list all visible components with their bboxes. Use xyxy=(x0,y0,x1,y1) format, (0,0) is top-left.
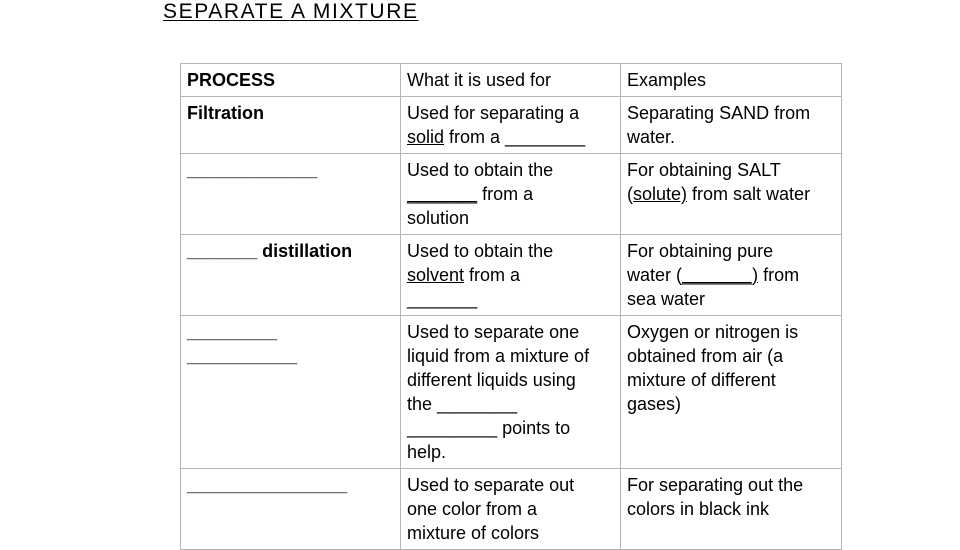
used-for-cell xyxy=(401,154,621,235)
cell-text-line: For obtaining pure xyxy=(627,241,774,261)
cell-text-line: ___________ xyxy=(187,346,298,366)
example-cell xyxy=(621,316,842,469)
cell-text-line: gases) xyxy=(627,394,682,414)
page-title: SEPARATE A MIXTURE xyxy=(163,0,419,23)
cell-text-line: Oxygen or nitrogen is xyxy=(627,322,799,342)
cell-text-line: Used to separate out xyxy=(407,475,575,495)
cell-text-line: obtained from air (a xyxy=(627,346,784,366)
process-cell xyxy=(181,316,401,469)
cell-text-line: one color from a xyxy=(407,499,538,519)
blank-underline: _______) xyxy=(682,265,759,285)
process-cell: ________________ xyxy=(181,469,401,550)
blank-underline: _______ xyxy=(407,184,478,204)
header-process: PROCESS xyxy=(181,64,401,97)
underlined-term: solvent xyxy=(407,265,465,285)
table-row xyxy=(181,469,842,550)
table-row xyxy=(181,316,842,469)
cell-text-fragment: from xyxy=(758,265,800,285)
cell-text-fragment: from a xyxy=(464,265,521,285)
cell-text-line: sea water xyxy=(627,289,706,309)
cell-text-line: For obtaining SALT xyxy=(627,160,781,180)
cell-text-fragment: from salt water xyxy=(687,184,811,204)
cell-text-line: water. xyxy=(627,127,676,147)
cell-text-line: Used to separate one xyxy=(407,322,580,342)
used-for-cell xyxy=(401,235,621,316)
cell-text-line: _______ xyxy=(407,289,478,309)
used-for-cell xyxy=(401,469,621,550)
process-cell: Filtration xyxy=(181,97,401,154)
example-cell xyxy=(621,235,842,316)
cell-text-line xyxy=(407,263,614,287)
cell-text-line xyxy=(407,125,614,149)
cell-text-line xyxy=(627,263,835,287)
table-header-row xyxy=(181,64,842,97)
used-for-cell xyxy=(401,316,621,469)
cell-text-line: Used to obtain the xyxy=(407,160,554,180)
separation-table xyxy=(180,63,842,550)
process-cell: _____________ xyxy=(181,154,401,235)
table-row xyxy=(181,235,842,316)
used-for-cell xyxy=(401,97,621,154)
cell-text-fragment: water ( xyxy=(627,265,683,285)
table-row xyxy=(181,154,842,235)
cell-text-line: _________ xyxy=(187,322,278,342)
cell-text-line: Used to obtain the xyxy=(407,241,554,261)
cell-text-line: liquid from a mixture of xyxy=(407,346,590,366)
cell-text-line: solution xyxy=(407,208,470,228)
cell-text-line: Used for separating a xyxy=(407,103,580,123)
example-cell xyxy=(621,154,842,235)
cell-text-fragment: ( xyxy=(627,184,633,204)
header-used-for: What it is used for xyxy=(401,64,621,97)
example-cell xyxy=(621,469,842,550)
cell-text-line: _________ points to xyxy=(407,418,571,438)
cell-text-line: different liquids using xyxy=(407,370,576,390)
cell-text-line xyxy=(407,182,614,206)
cell-text-line: colors in black ink xyxy=(627,499,770,519)
underlined-term: solid xyxy=(407,127,445,147)
cell-text-line xyxy=(627,182,835,206)
table-row xyxy=(181,97,842,154)
example-cell xyxy=(621,97,842,154)
header-examples: Examples xyxy=(621,64,842,97)
cell-text-line: For separating out the xyxy=(627,475,804,495)
cell-text-fragment: from a ________ xyxy=(444,127,586,147)
cell-text-line: help. xyxy=(407,442,447,462)
process-cell: _______ distillation xyxy=(181,235,401,316)
cell-text-line: Separating SAND from xyxy=(627,103,811,123)
cell-text-line: mixture of colors xyxy=(407,523,540,543)
cell-text-line: the ________ xyxy=(407,394,518,414)
underlined-term: solute) xyxy=(633,184,688,204)
cell-text-fragment: from a xyxy=(477,184,534,204)
cell-text-line: mixture of different xyxy=(627,370,776,390)
